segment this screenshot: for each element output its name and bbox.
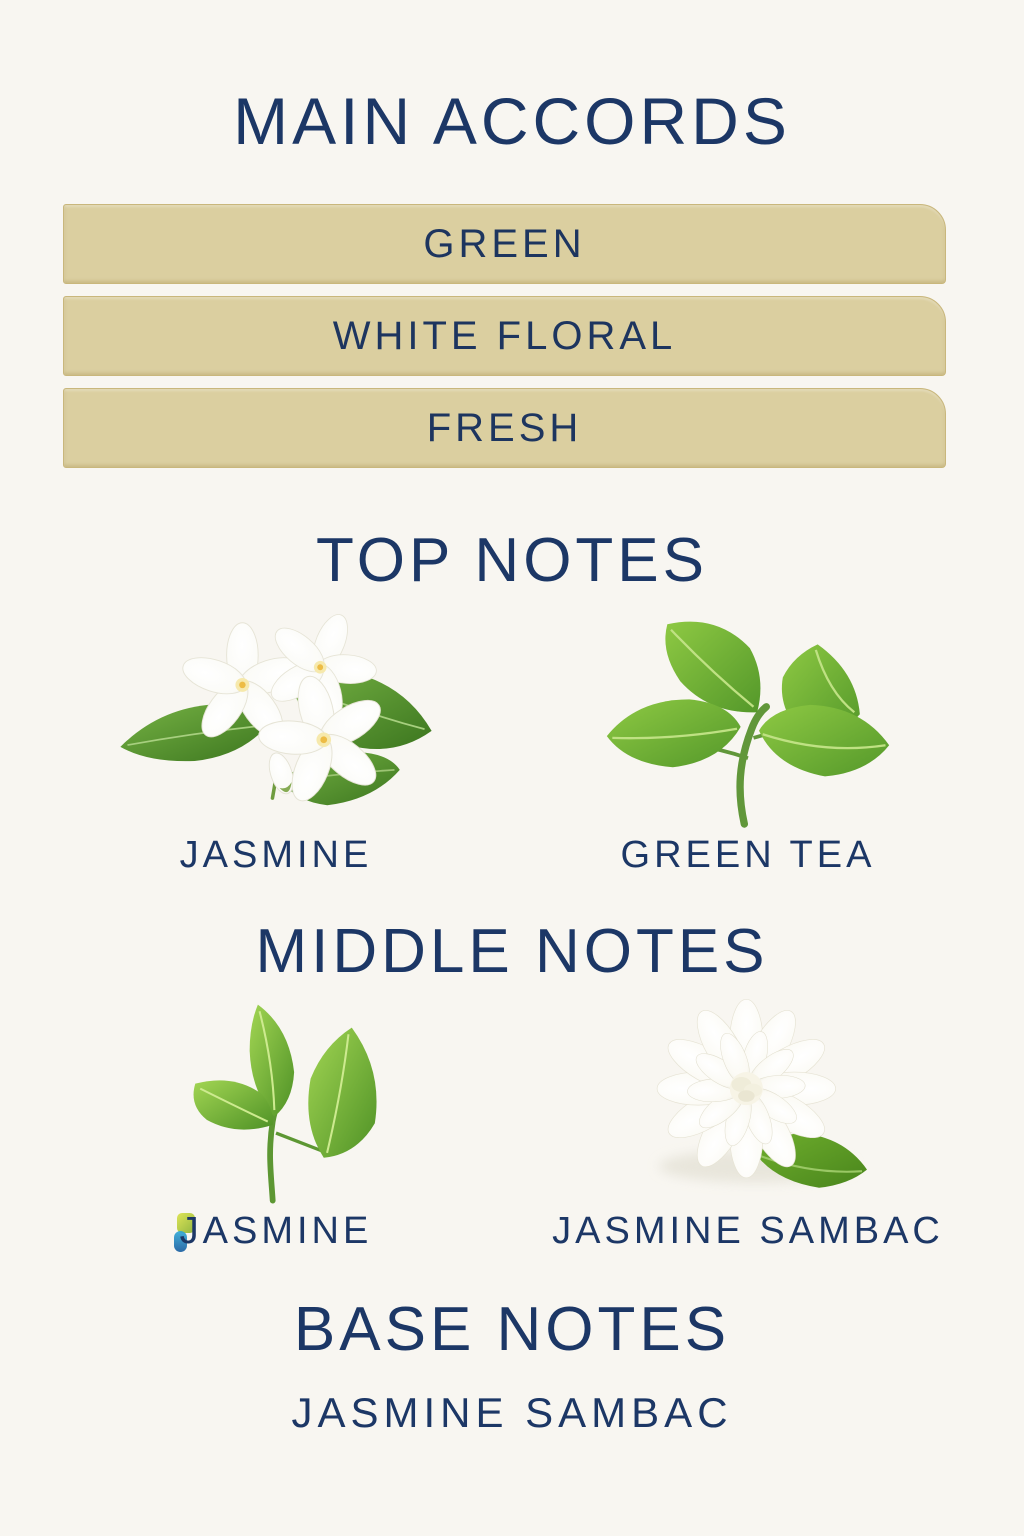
top-notes-title: TOP NOTES xyxy=(315,526,708,595)
accord-bar-fresh xyxy=(63,388,946,468)
green-tea-leaves-illustration xyxy=(583,600,913,830)
accord-label: WHITE FLORAL xyxy=(332,313,677,358)
glitch-letter-text: J xyxy=(179,1210,203,1252)
middle-note-label-jasmine-rest: ASMINE xyxy=(202,1210,373,1252)
middle-note-label-jasmine-sambac: JASMINE SAMBAC xyxy=(552,1210,944,1252)
base-notes-title: BASE NOTES xyxy=(293,1295,731,1364)
accord-bar-green xyxy=(63,204,946,284)
main-accords-list xyxy=(63,204,946,468)
top-note-label-jasmine: JASMINE xyxy=(179,834,373,876)
jasmine-sambac-flower-illustration xyxy=(591,991,905,1206)
middle-note-jasmine xyxy=(40,991,512,1253)
middle-note-jasmine-sambac xyxy=(512,991,984,1253)
accord-label: GREEN xyxy=(423,221,586,266)
top-note-green-tea xyxy=(512,600,984,877)
middle-note-label-jasmine xyxy=(180,1210,373,1253)
glitched-letter-j xyxy=(180,1210,203,1253)
accord-bar-white-floral xyxy=(63,296,946,376)
top-note-jasmine xyxy=(40,600,512,877)
middle-notes-title: MIDDLE NOTES xyxy=(255,917,769,986)
base-note-label-jasmine-sambac: JASMINE SAMBAC xyxy=(291,1389,733,1436)
main-accords-title: MAIN ACCORDS xyxy=(233,84,791,158)
jasmine-flower-illustration xyxy=(108,600,444,830)
top-notes-row xyxy=(0,600,1024,877)
middle-notes-row xyxy=(0,991,1024,1253)
tea-leaf-sprig-illustration xyxy=(136,991,416,1206)
accord-label: FRESH xyxy=(426,405,583,450)
top-note-label-green-tea: GREEN TEA xyxy=(620,834,876,876)
